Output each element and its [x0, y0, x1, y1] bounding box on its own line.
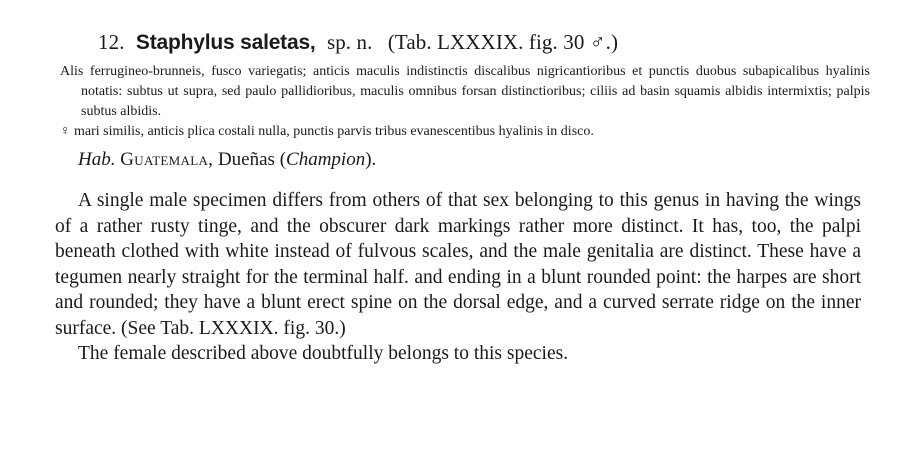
habitat-open-paren: ( [279, 149, 287, 170]
latin-female-description: ♀ mari similis, anticis plica costali nulla, punctis parvis tribus evanescentibus hyalinis in disco. [60, 124, 594, 139]
latin-male-description: Alis ferrugineo-brunneis, fusco variegatis; anticis maculis indistinctis discalibus nigricantioribus et punctis duobus subapicalibus hyalinis notatis: subtus ut supra, sed paulo pallidioribus, maculis omnibus forsan distinctioribus; ciliis ad basin squamis albidis intermixtis; palpis subtus albidis. [60, 64, 870, 119]
habitat-locality: Dueñas [217, 149, 275, 170]
habitat-collector: Champion [286, 149, 366, 170]
body-paragraph-1: A single male specimen differs from others of that sex belonging to this genus in having the wings of a rather rusty tinge, and the obscurer dark markings rather more distinct. It has, too, the palpi beneath clothed with white instead of fulvous scales, and the male genitalia are distinct. These have a tegumen nearly straight for the terminal half. and ending in a blunt rounded point: the harpes are short and rounded; they have a blunt erect spine on the dorsal edge, and a curved serrate ridge on the inner surface. (See Tab. LXXXIX. fig. 30.) [55, 190, 861, 339]
habitat-line [78, 149, 376, 171]
body-paragraph-2: The female described above doubtfully belongs to this species. [78, 343, 569, 364]
plate-reference: (Tab. LXXXIX. fig. 30 ♂.) [387, 30, 619, 54]
latin-description [60, 62, 870, 142]
species-heading [98, 30, 618, 55]
species-name: Staphylus saletas, [135, 31, 316, 54]
species-number: 12. [98, 30, 125, 54]
habitat-country: Guatemala, [120, 149, 214, 170]
habitat-label: Hab. [78, 149, 116, 170]
habitat-close-paren: ). [365, 149, 377, 170]
body-text [55, 188, 861, 367]
species-status: sp. n. [326, 30, 373, 54]
